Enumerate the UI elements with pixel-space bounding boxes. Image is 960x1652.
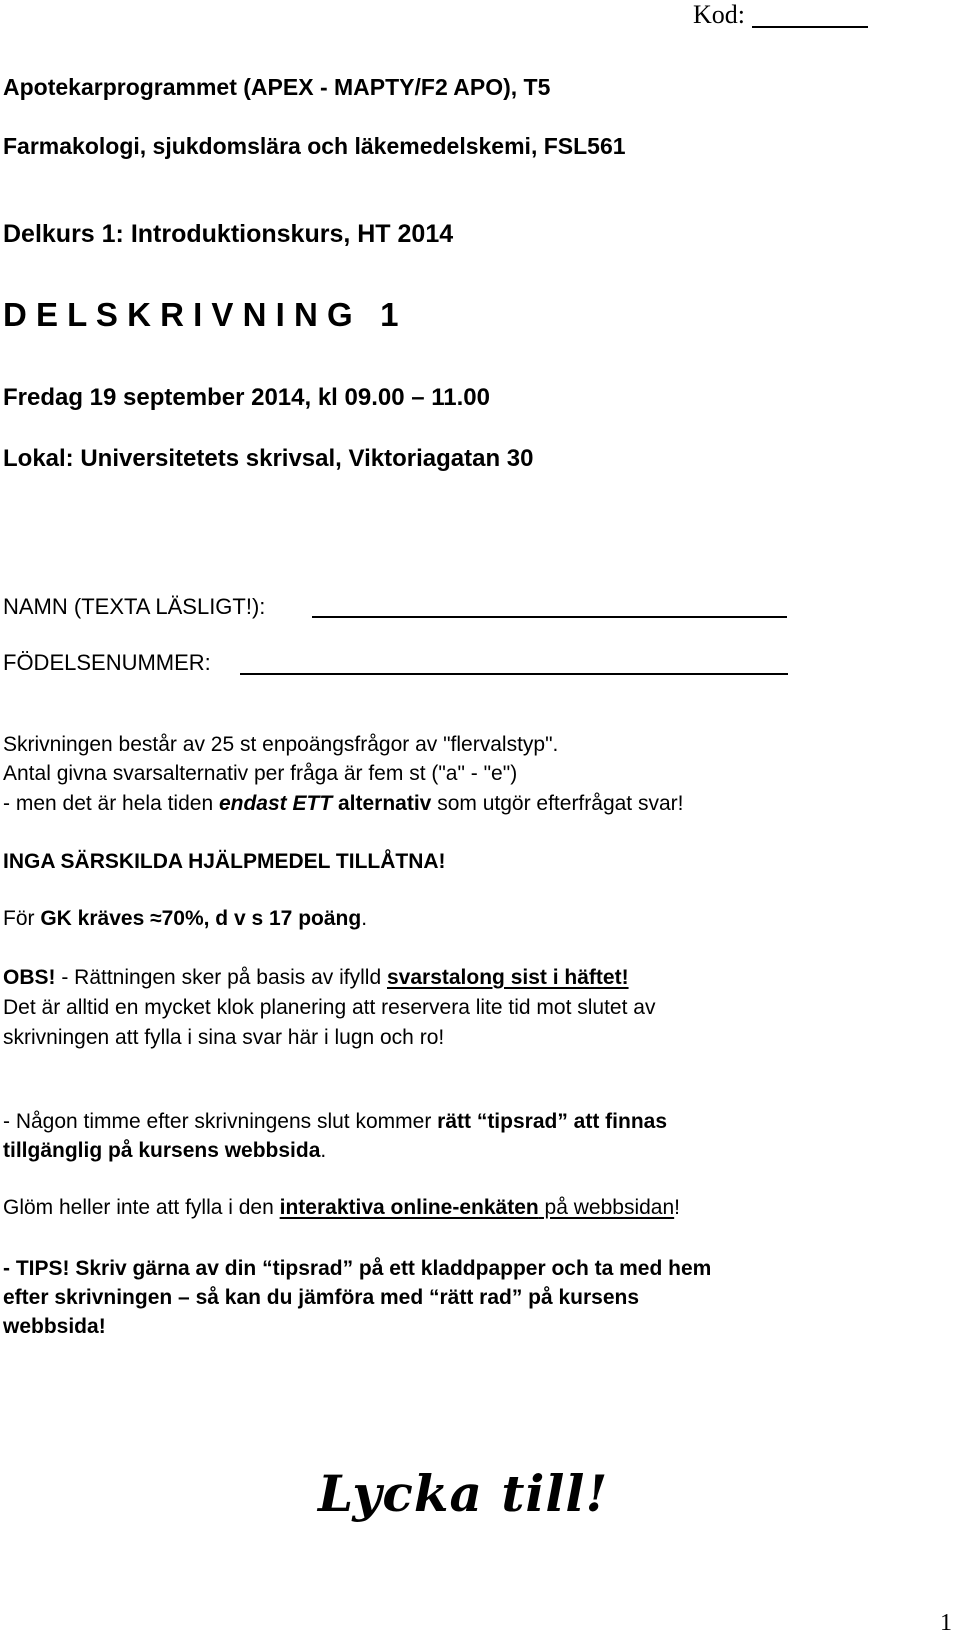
obs-line-1 xyxy=(3,966,629,990)
date-line: Fredag 19 september 2014, kl 09.00 – 11.00 xyxy=(3,384,490,411)
emphasis-only-one: endast ETT xyxy=(218,792,333,815)
name-field-line[interactable] xyxy=(312,616,787,618)
obs-line-3: skrivningen att fylla i sina svar här i lugn och ro! xyxy=(3,1026,445,1049)
no-aids-notice: INGA SÄRSKILDA HJÄLPMEDEL TILLÅTNA! xyxy=(3,850,446,873)
tips-line-1 xyxy=(3,1110,667,1134)
survey-line xyxy=(3,1196,680,1220)
obs-text: - Rättningen sker på basis av ifylld xyxy=(55,966,387,989)
passing-grade-requirement: GK kräves ≈70%, d v s 17 poäng xyxy=(40,907,362,930)
webpage-reference: på webbsidan xyxy=(538,1196,675,1219)
emphasis-alternative: alternativ xyxy=(332,792,432,815)
tips-line-1-bold: rätt “tipsrad” att finnas xyxy=(437,1110,668,1133)
kod-field-line[interactable] xyxy=(752,26,868,28)
birth-number-label: FÖDELSENUMMER: xyxy=(3,650,211,675)
obs-label: OBS! xyxy=(3,966,56,989)
passing-grade-prefix: För xyxy=(3,907,41,930)
instruction-line-3-start: - men det är hela tiden xyxy=(3,792,219,815)
good-luck-text: Lycka till! xyxy=(318,1464,609,1523)
instruction-line-1: Skrivningen består av 25 st enpoängsfrågor av "flervalstyp". xyxy=(3,733,559,756)
tips-line-2-period: . xyxy=(320,1139,327,1162)
passing-grade-line xyxy=(3,907,367,931)
instruction-line-3 xyxy=(3,792,683,816)
final-tip-line-3: webbsida! xyxy=(3,1315,106,1338)
kod-label: Kod: xyxy=(693,0,745,29)
page-number: 1 xyxy=(940,1610,952,1636)
final-tip-line-1: - TIPS! Skriv gärna av din “tipsrad” på ett kladdpapper och ta med hem xyxy=(3,1257,712,1280)
part-title: Delkurs 1: Introduktionskurs, HT 2014 xyxy=(3,220,454,248)
passing-grade-period: . xyxy=(361,907,368,930)
program-title: Apotekarprogrammet (APEX - MAPTY/F2 APO), T5 xyxy=(3,74,551,100)
obs-line-2: Det är alltid en mycket klok planering att reservera lite tid mot slutet av xyxy=(3,996,656,1019)
final-tip-line-2: efter skrivningen – så kan du jämföra med “rätt rad” på kursens xyxy=(3,1286,640,1309)
tips-line-2-bold: tillgänglig på kursens webbsida xyxy=(3,1139,321,1162)
survey-line-start: Glöm heller inte att fylla i den xyxy=(3,1196,280,1219)
birth-number-field-line[interactable] xyxy=(240,673,788,675)
course-title: Farmakologi, sjukdomslära och läkemedelskemi, FSL561 xyxy=(3,133,626,159)
tips-line-2 xyxy=(3,1139,326,1163)
survey-line-end: ! xyxy=(674,1196,680,1219)
exam-title: D E L S K R I V N I N G 1 xyxy=(3,296,399,333)
name-label: NAMN (TEXTA LÄSLIGT!): xyxy=(3,594,266,619)
location-line: Lokal: Universitetets skrivsal, Viktoriagatan 30 xyxy=(3,445,534,472)
instruction-line-2: Antal givna svarsalternativ per fråga är fem st ("a" - "e") xyxy=(3,762,518,785)
answer-sheet-reference: svarstalong sist i häftet! xyxy=(387,966,629,989)
online-survey-link[interactable]: interaktiva online-enkäten xyxy=(279,1196,539,1219)
instruction-line-3-end: som utgör efterfrågat svar! xyxy=(431,792,684,815)
tips-line-1-start: - Någon timme efter skrivningens slut kommer xyxy=(3,1110,438,1133)
